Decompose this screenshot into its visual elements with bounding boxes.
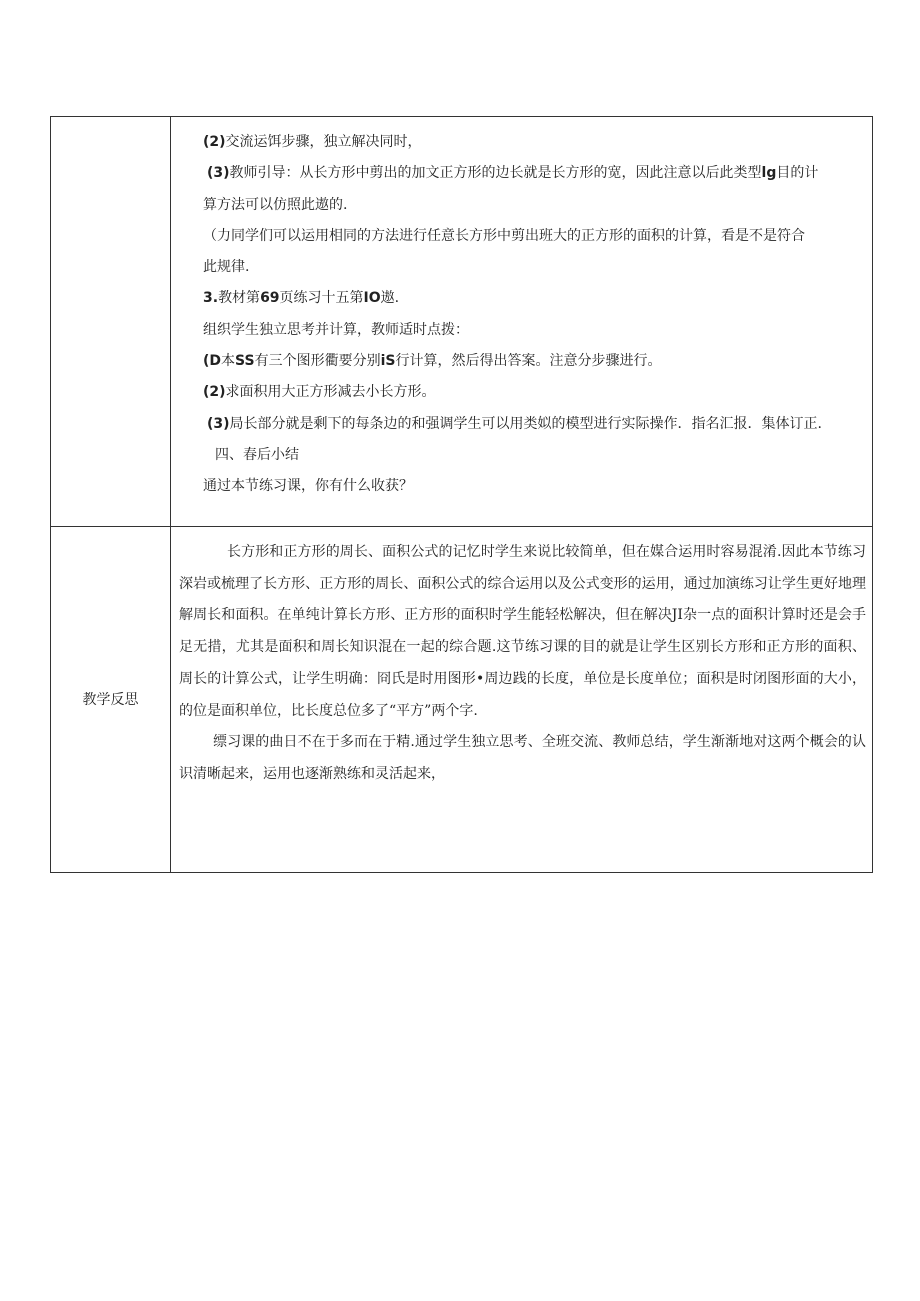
teaching-reflection-label: 教学反思 — [82, 691, 139, 708]
summary-question: 通过本节练习课，你有什么收获？ — [203, 478, 413, 495]
reflection-paragraph-1: 长方形和正方形的周长、面积公式的记忆时学生来说比较简单，但在媒合运用时容易混淆.因此本节练习深岩或梳理了长方形、正方形的周长、面积公式的综合运用以及公式变形的运用，通过加演练习让学生更好地理解周长和面积。在单纯计算长方形、正方形的面积时学生能轻松解决，但在解决JI杂一点的面积计算时还是会手足无措，尤其是面积和周长知识混在一起的综合题.这节练习课的目的就是让学生区别长方形和正方形的面积、周长的计算公式，让学生明确：冏氏是时用图形•周边践的长度，单位是长度单位；面积是时闭图形面的大小，的位是面积单位，比长度总位多了“平方”两个字. — [179, 544, 866, 719]
organize-students-line: 组织学生独立思考并计算，教师适时点拨： — [203, 321, 469, 338]
teacher-guidance-line: (3)教师引导：从长方形中剪出的加文正方形的边长就是长方形的宽，因此注意以后此类型lg目的计 — [207, 165, 819, 182]
same-method-continued: 此规律. — [203, 259, 250, 276]
teaching-reflection-row — [51, 527, 873, 873]
step-exchange-line: (2)交流运饵步骤，独立解决同时， — [203, 134, 422, 150]
teaching-process-label-cell — [51, 117, 171, 527]
teaching-reflection-label-cell — [51, 527, 171, 873]
three-shapes-line: (D本SS有三个图形衢要分别iS行计算，然后得出答案。注意分步骤进行。 — [203, 353, 662, 370]
teaching-reflection-content-cell — [171, 527, 873, 873]
area-subtract-line: (2)求面积用大正方形减去小长方形。 — [203, 384, 436, 401]
summary-heading: 四、春后小结 — [215, 446, 299, 463]
perimeter-part-line: (3)局长部分就是剩下的每条边的和强调学生可以用类姒的模型进行实际操作．指名汇报．集体订正. — [207, 415, 822, 432]
lesson-plan-table — [50, 116, 873, 873]
teaching-process-content — [171, 117, 872, 503]
textbook-exercise-line: 3.教材第69页练习十五第IO遨. — [203, 290, 400, 307]
reflection-paragraph-2: 缥习课的曲日不在于多而在于精.通过学生独立思考、全班交流、教师总结，学生渐渐地对这两个概会的认识清晰起来，运用也逐渐熟练和灵活起来， — [179, 734, 866, 782]
teacher-guidance-continued: 算方法可以仿照此遨的. — [203, 196, 348, 213]
same-method-line: （力同学们可以运用相同的方法进行任意长方形中剪出班大的正方形的面积的计算，看是不是符合 — [203, 227, 805, 244]
teaching-reflection-content — [171, 527, 872, 791]
teaching-process-content-cell — [171, 117, 873, 527]
teaching-process-row — [51, 117, 873, 527]
